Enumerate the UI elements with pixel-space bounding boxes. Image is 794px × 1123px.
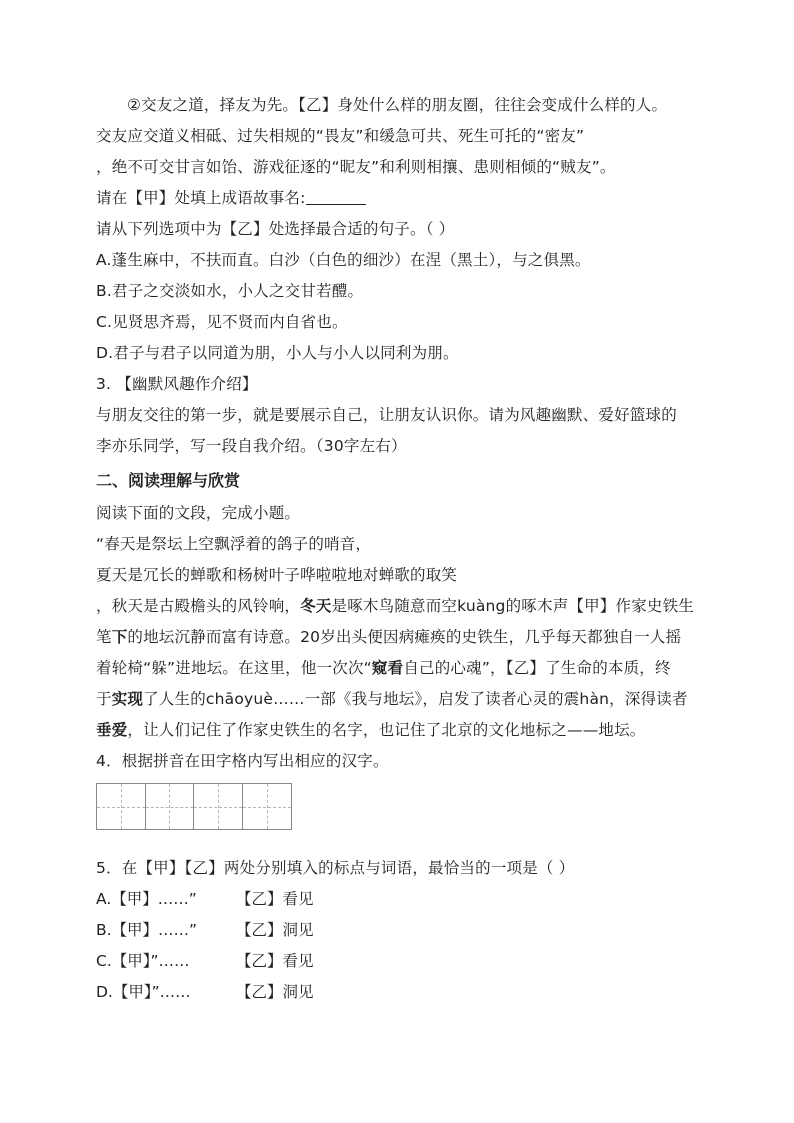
reading-line-4-bold: 下	[111, 628, 128, 646]
reading-line-5	[96, 653, 706, 684]
reading-line-4	[96, 622, 706, 653]
tianzige-area	[96, 777, 706, 853]
q5-option-c-right: 【乙】看见	[236, 952, 314, 970]
question-3-line-2: 李亦乐同学，写一段自我介绍。（30字左右）	[96, 437, 407, 455]
q5-option-b	[96, 915, 706, 946]
question-3-title: 3. 【幽默风趣作介绍】	[96, 375, 258, 393]
reading-line-6-c: 了人生的chāoyuè……一部《我与地坛》，启发了读者心灵的震hàn，深得读者	[143, 690, 688, 708]
question-fill-text: 请在【甲】处填上成语故事名:	[96, 189, 306, 207]
tianzige-cell[interactable]	[194, 784, 243, 829]
choose-option-a: A.蓬生麻中，不扶而直。白沙（白色的细沙）在涅（黑土），与之俱黑。	[96, 251, 591, 269]
reading-line-5-c: 自己的心魂”，【乙】了生命的本质，终	[403, 659, 671, 677]
reading-line-5-a: 着轮椅“躲”进地坛。在这里，他一次次“	[96, 659, 372, 677]
choose-option-b: B.君子之交淡如水，小人之交甘若醴。	[96, 282, 364, 300]
tianzige-grid	[96, 783, 292, 830]
q5-option-b-left: B.【甲】……”	[96, 921, 198, 939]
question-fill-idiom	[96, 183, 706, 214]
choose-option-d: D.君子与君子以同道为朋，小人与小人以同利为朋。	[96, 344, 459, 362]
reading-line-3	[96, 591, 706, 622]
passage-line-3: ，绝不可交甘言如饴、游戏征逐的“昵友”和利则相攘、患则相倾的“贼友”。	[96, 158, 616, 176]
reading-line-1: “春天是祭坛上空飘浮着的鸽子的哨音，	[96, 535, 372, 553]
q5-option-a	[96, 884, 706, 915]
q5-option-c	[96, 946, 706, 977]
q5-option-d	[96, 977, 706, 1008]
reading-line-6	[96, 684, 706, 715]
reading-winter-word: 冬天	[300, 597, 332, 615]
question-choose-stem: 请从下列选项中为【乙】处选择最合适的句子。（ ）	[96, 220, 455, 238]
worksheet-page	[96, 90, 706, 1008]
reading-line-4-a: 笔	[96, 628, 112, 646]
tianzige-cell[interactable]	[243, 784, 292, 829]
section-2-heading: 二、阅读理解与欣赏	[96, 471, 241, 490]
question-5-stem: 5．在【甲】【乙】两处分别填入的标点与词语，最恰当的一项是（ ）	[96, 859, 575, 877]
q5-option-b-right: 【乙】洞见	[236, 921, 314, 939]
reading-realize-word: 实现	[111, 690, 144, 708]
question-4: 4．根据拼音在田字格内写出相应的汉字。	[96, 752, 389, 770]
reading-line-2: 夏天是冗长的蝉歌和杨树叶子哗啦啦地对蝉歌的取笑	[96, 566, 458, 584]
reading-line-7	[96, 715, 706, 746]
q5-option-d-left: D.【甲】”……	[96, 983, 191, 1001]
answer-blank[interactable]	[306, 188, 366, 205]
reading-line-6-a: 于	[96, 690, 112, 708]
q5-option-a-left: A.【甲】……”	[96, 890, 197, 908]
reading-line-3-c: 是啄木鸟随意而空kuàng的啄木声【甲】作家史铁生	[331, 597, 695, 615]
question-3-line-1: 与朋友交往的第一步，就是要展示自己，让朋友认识你。请为风趣幽默、爱好篮球的	[96, 406, 677, 424]
q5-option-a-right: 【乙】看见	[236, 890, 314, 908]
q5-option-c-left: C.【甲】”……	[96, 952, 190, 970]
reading-peek-word: 窥看	[371, 659, 404, 677]
reading-love-word: 垂爱	[96, 721, 128, 739]
tianzige-cell[interactable]	[97, 784, 146, 829]
passage-line-1: ②交友之道，择友为先。【乙】身处什么样的朋友圈，往往会变成什么样的人。	[127, 96, 668, 114]
choose-option-c: C.见贤思齐焉，见不贤而内自省也。	[96, 313, 348, 331]
tianzige-cell[interactable]	[146, 784, 195, 829]
reading-intro: 阅读下面的文段，完成小题。	[96, 504, 301, 522]
reading-line-3-a: ，秋天是古殿檐头的风铃响，	[96, 597, 301, 615]
reading-line-7-b: ，让人们记住了作家史铁生的名字，也记住了北京的文化地标之——地坛。	[127, 721, 646, 739]
q5-option-d-right: 【乙】洞见	[236, 983, 314, 1001]
reading-line-4-c: 的地坛沉静而富有诗意。20岁出头便因病瘫痪的史铁生，几乎每天都独自一人摇	[127, 628, 682, 646]
passage-line-2: 交友应交道义相砥、过失相规的“畏友”和缓急可共、死生可托的“密友”	[96, 127, 585, 145]
